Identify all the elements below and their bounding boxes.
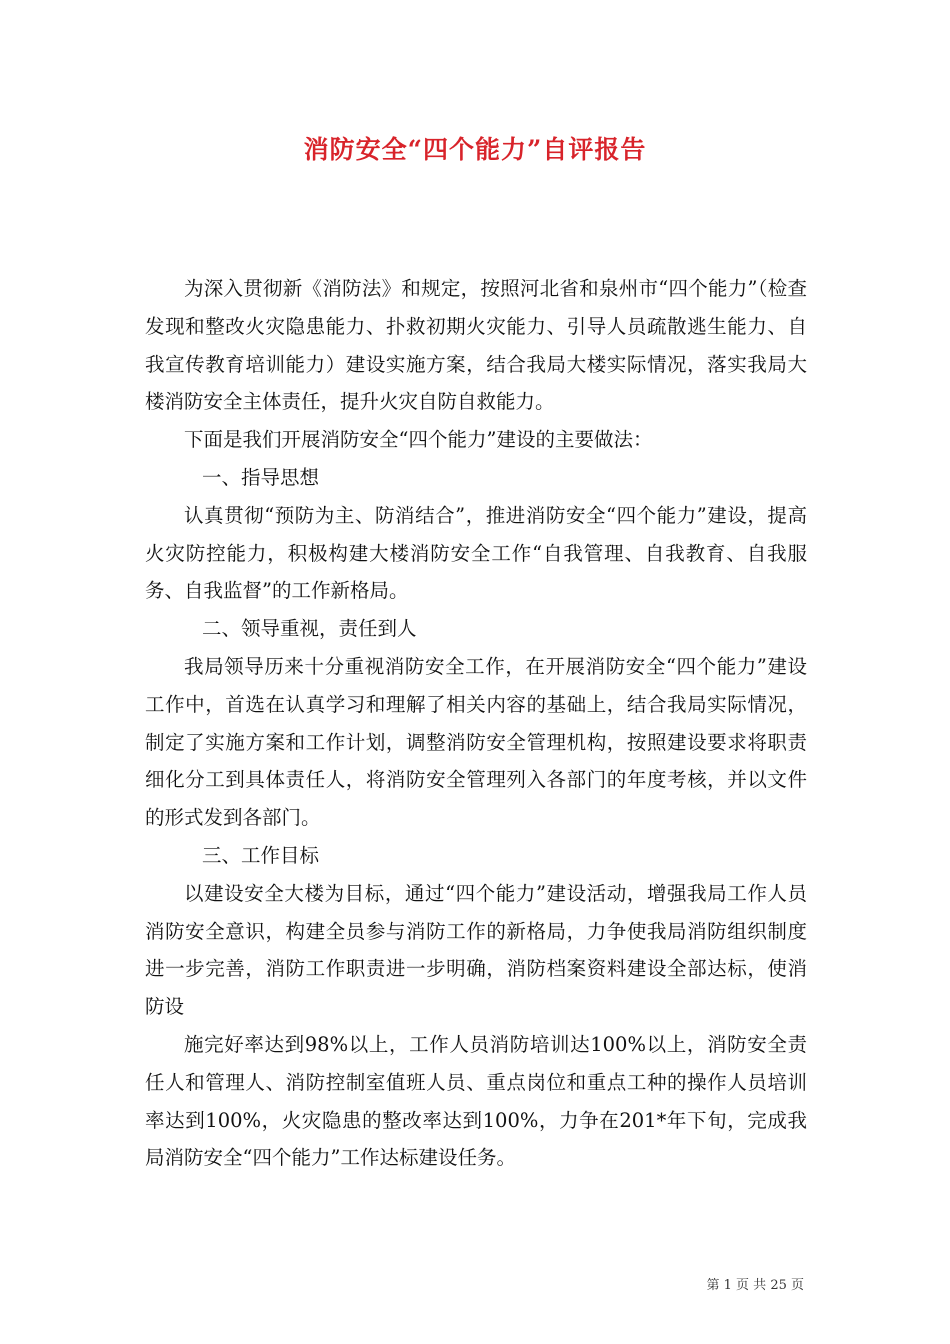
work-goals-continued-paragraph: 施完好率达到98%以上，工作人员消防培训达100%以上，消防安全责任人和管理人、消防控制室值班人员、重点岗位和重点工种的操作人员培训率达到100%，火灾隐患的整改率达到100%，力争在201*年下旬，完成我局消防安全“四个能力”工作达标建设任务。: [145, 1032, 807, 1170]
work-goals-paragraph: 以建设安全大楼为目标，通过“四个能力”建设活动，增强我局工作人员消防安全意识，构建全员参与消防工作的新格局，力争使我局消防组织制度进一步完善，消防工作职责进一步明确，消防档案资料建设全部达标，使消防设: [145, 881, 807, 1019]
section-heading-leadership: 二、领导重视，责任到人: [202, 617, 417, 641]
intro-paragraph: 为深入贯彻新《消防法》和规定，按照河北省和泉州市“四个能力”（检查发现和整改火灾隐患能力、扑救初期火灾能力、引导人员疏散逃生能力、自我宣传教育培训能力）建设实施方案，结合我局大楼实际情况，落实我局大楼消防安全主体责任，提升火灾自防自救能力。: [145, 277, 807, 414]
approach-intro-paragraph: 下面是我们开展消防安全“四个能力”建设的主要做法：: [184, 428, 653, 452]
leadership-paragraph: 我局领导历来十分重视消防安全工作，在开展消防安全“四个能力”建设工作中，首选在认真学习和理解了相关内容的基础上，结合我局实际情况，制定了实施方案和工作计划，调整消防安全管理机构，按照建设要求将职责细化分工到具体责任人，将消防安全管理列入各部门的年度考核，并以文件的形式发到各部门。: [145, 654, 807, 830]
section-heading-guiding-ideology: 一、指导思想: [202, 465, 320, 489]
guiding-ideology-paragraph: 认真贯彻“预防为主、防消结合”，推进消防安全“四个能力”建设，提高火灾防控能力，积极构建大楼消防安全工作“自我管理、自我教育、自我服务、自我监督”的工作新格局。: [145, 503, 807, 603]
page-title: 消防安全“四个能力”自评报告: [303, 135, 647, 164]
page-number-footer: 第 1 页 共 25 页: [706, 1278, 804, 1293]
section-heading-work-goals: 三、工作目标: [202, 843, 320, 867]
document-body: [145, 270, 807, 1177]
